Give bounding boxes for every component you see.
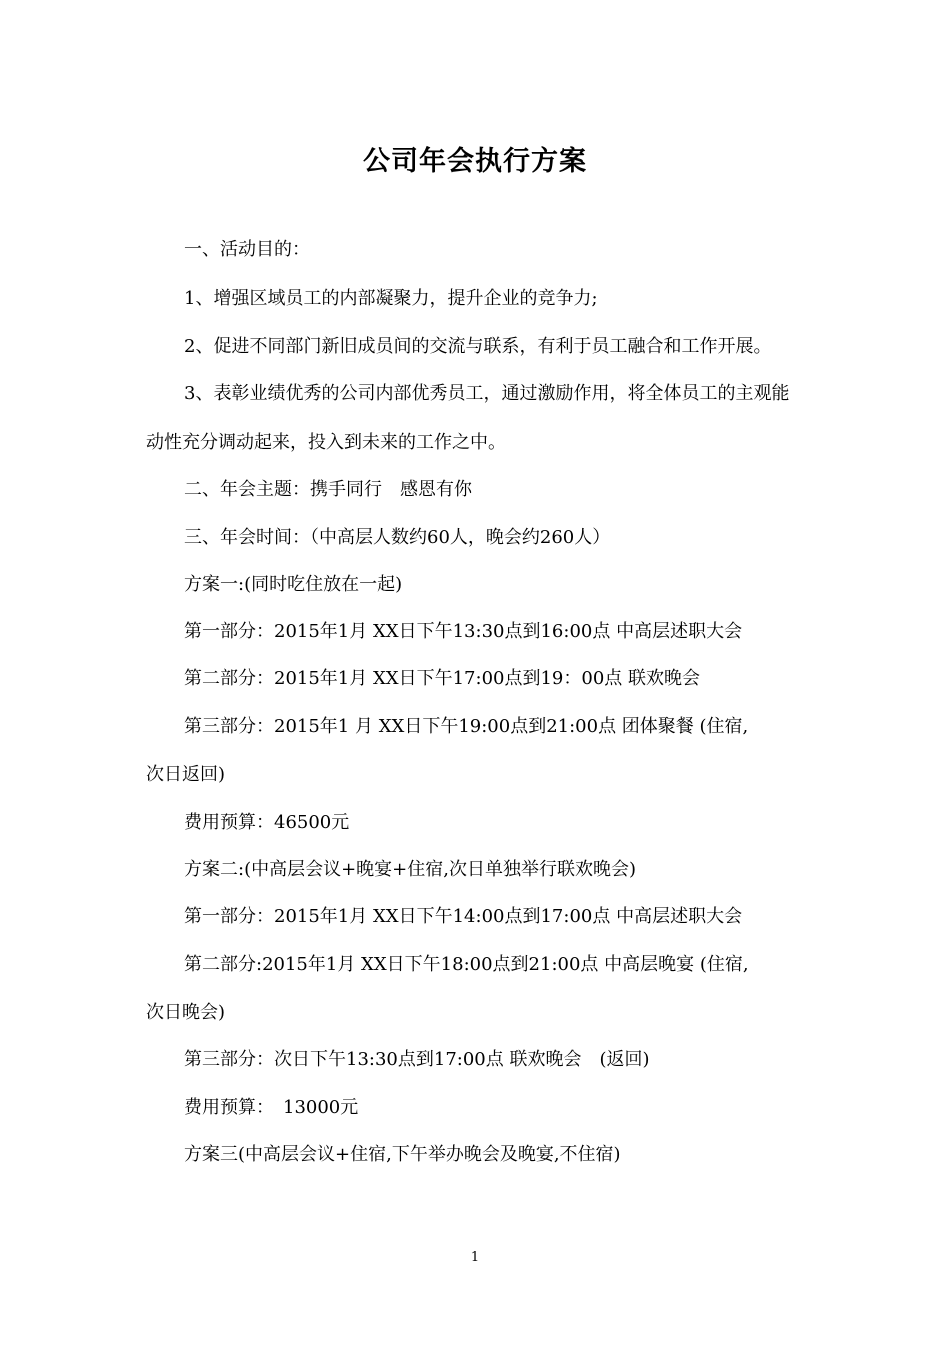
plan-1-heading: 方案一:(同时吃住放在一起) <box>184 574 403 595</box>
plan-2-part-2: 第二部分:2015年1月 XX日下午18:00点到21:00点 中高层晚宴 (住宿, <box>184 954 749 975</box>
plan-2-part-3: 第三部分：次日下午13:30点到17:00点 联欢晚会 (返回) <box>184 1049 650 1070</box>
plan-2-part-2-continued: 次日晚会) <box>146 1002 226 1023</box>
page-number: 1 <box>470 1250 480 1265</box>
plan-1-part-2: 第二部分：2015年1月 XX日下午17:00点到19：00点 联欢晚会 <box>184 668 701 689</box>
section-theme: 二、年会主题：携手同行 感恩有你 <box>184 479 472 500</box>
plan-3-heading: 方案三(中高层会议+住宿,下午举办晚会及晚宴,不住宿) <box>184 1144 621 1165</box>
plan-2-heading: 方案二:(中高层会议+晚宴+住宿,次日单独举行联欢晚会) <box>184 859 636 880</box>
plan-2-budget: 费用预算： 13000元 <box>184 1097 359 1118</box>
plan-1-budget: 费用预算：46500元 <box>184 812 350 833</box>
plan-2-part-1: 第一部分：2015年1月 XX日下午14:00点到17:00点 中高层述职大会 <box>184 906 743 927</box>
section-purpose-heading: 一、活动目的： <box>184 239 310 260</box>
plan-1-part-1: 第一部分：2015年1月 XX日下午13:30点到16:00点 中高层述职大会 <box>184 621 743 642</box>
section-time: 三、年会时间：（中高层人数约60人，晚会约260人） <box>184 527 611 548</box>
purpose-item-1: 1、增强区域员工的内部凝聚力，提升企业的竞争力; <box>184 288 598 309</box>
plan-1-part-3-continued: 次日返回) <box>146 764 226 785</box>
purpose-item-2: 2、促进不同部门新旧成员间的交流与联系，有利于员工融合和工作开展。 <box>184 336 772 357</box>
purpose-item-3: 3、表彰业绩优秀的公司内部优秀员工，通过激励作用，将全体员工的主观能 <box>184 383 790 404</box>
document-title: 公司年会执行方案 <box>363 146 587 177</box>
plan-1-part-3: 第三部分：2015年1 月 XX日下午19:00点到21:00点 团体聚餐 (住宿, <box>184 716 749 737</box>
purpose-item-3-continued: 动性充分调动起来，投入到未来的工作之中。 <box>146 432 506 453</box>
